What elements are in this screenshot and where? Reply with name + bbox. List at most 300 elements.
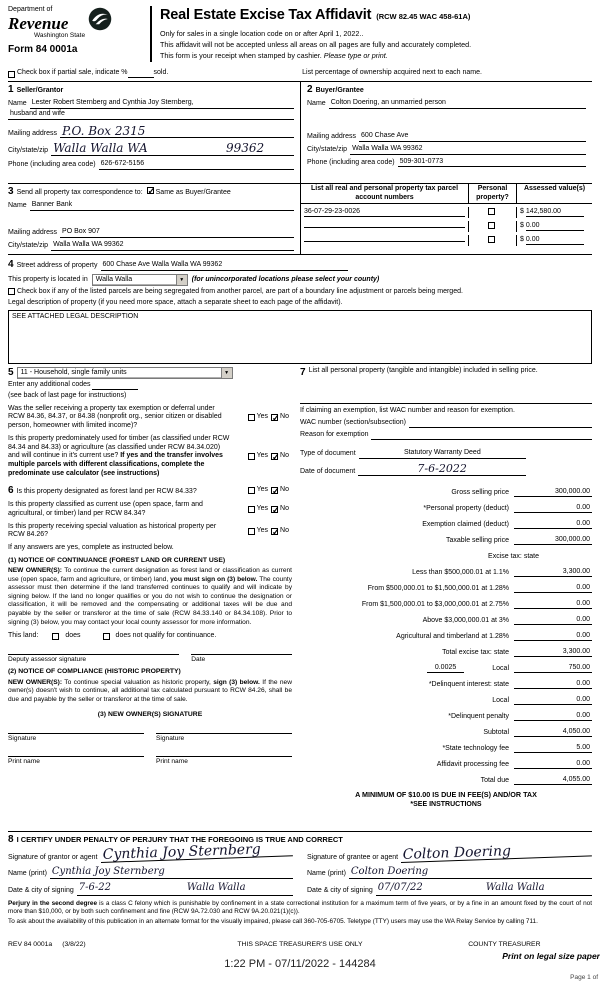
tax-value: 0.00 bbox=[514, 584, 592, 594]
exemption-yes-checkbox[interactable] bbox=[248, 414, 255, 421]
segregated-row bbox=[8, 288, 592, 297]
assessed-value-cell bbox=[516, 235, 592, 247]
seller-name-field bbox=[8, 99, 294, 109]
assessed-value: 0.00 bbox=[526, 222, 584, 232]
form-number: Form 84 0001a bbox=[8, 43, 78, 55]
timber-no-checkbox[interactable]: ✓ bbox=[272, 452, 280, 463]
personal-property-checkbox[interactable] bbox=[488, 208, 495, 215]
assessed-value: 0.00 bbox=[526, 236, 584, 246]
grantor-column bbox=[8, 841, 293, 896]
tax-value: 0.00 bbox=[514, 632, 592, 642]
tax-label: *Delinquent penalty bbox=[448, 712, 509, 720]
tax-line-technology-fee bbox=[300, 737, 592, 753]
dept-prefix: Department of bbox=[8, 6, 53, 13]
tax-value: 3,300.00 bbox=[514, 648, 592, 658]
section-7-number: 7 bbox=[300, 366, 306, 378]
does-checkbox[interactable] bbox=[52, 633, 59, 640]
buyer-city-field bbox=[307, 145, 586, 155]
tax-label: *State technology fee bbox=[442, 744, 509, 752]
tax-value: 0.00 bbox=[514, 680, 592, 690]
tax-value: 0.00 bbox=[514, 520, 592, 530]
tax-line-tier4 bbox=[300, 609, 592, 625]
street-address-label: Street address of property bbox=[16, 262, 98, 270]
section-6-number: 6 bbox=[8, 484, 14, 496]
question-current-use bbox=[8, 501, 292, 519]
tax-label: *Personal property (deduct) bbox=[423, 504, 509, 512]
parcel-row bbox=[301, 218, 592, 232]
tax-line-total-due bbox=[300, 769, 592, 785]
tax-label: Exemption claimed (deduct) bbox=[422, 520, 509, 528]
question-exemption-text: Was the seller receiving a property tax exemption or deferral under RCW 84.36, 84.37, or 84.38 (nonprofit org., senior citizen or disabled person, homeowner with limited income)? bbox=[8, 404, 222, 429]
parties-section bbox=[8, 82, 592, 184]
same-as-buyer-label: Same as Buyer/Grantee bbox=[155, 188, 231, 196]
header-note-2: This affidavit will not be accepted unless all areas on all pages are fully and accurately completed. bbox=[160, 40, 472, 50]
county-treasurer-label: COUNTY TREASURER bbox=[468, 940, 541, 948]
historical-yes-checkbox[interactable] bbox=[248, 528, 255, 535]
notice-1-body bbox=[8, 567, 292, 627]
personal-property-blank-area[interactable] bbox=[300, 379, 592, 404]
question-forest-body: Is this property designated as forest land per RCW 84.33? bbox=[16, 487, 197, 495]
exemption-reason-field bbox=[300, 431, 592, 440]
title-rcw: (RCW 82.45 WAC 458-61A) bbox=[376, 12, 471, 21]
footer bbox=[8, 900, 592, 949]
yes-label: Yes bbox=[256, 526, 269, 534]
personal-property-cell bbox=[468, 221, 516, 233]
this-land-row bbox=[8, 632, 292, 641]
question-forest bbox=[8, 485, 292, 498]
dropdown-arrow-icon: ▼ bbox=[176, 275, 187, 285]
personal-property-checkbox[interactable] bbox=[488, 236, 495, 243]
tax-value: 0.00 bbox=[514, 504, 592, 514]
seller-phone-field bbox=[8, 160, 294, 170]
parcel-row bbox=[301, 204, 592, 218]
tax-line-personal-deduct bbox=[300, 497, 592, 513]
additional-codes-label: Enter any additional codes bbox=[8, 381, 91, 388]
agency-logo-block bbox=[8, 6, 150, 62]
parcel-number-cell bbox=[301, 233, 468, 247]
header-note-3-text: This form is your receipt when stamped by cashier. bbox=[160, 51, 324, 61]
correspondence-mailing-label: Mailing address bbox=[8, 229, 58, 236]
dept-name: Revenue bbox=[8, 13, 69, 33]
personal-property-label: List all personal property (tangible and intangible) included in selling price. bbox=[308, 366, 538, 374]
section-1-number: 1 bbox=[8, 83, 14, 95]
perjury-paragraph bbox=[8, 900, 592, 917]
new-owner-print-name-line[interactable]: Print name bbox=[8, 756, 144, 766]
buyer-phone-value: 509-301-0773 bbox=[398, 158, 586, 168]
grantor-date-value: 7-6-22 bbox=[77, 882, 185, 896]
land-use-select-value: 11 - Household, single family units bbox=[20, 368, 127, 376]
question-forest-text bbox=[8, 485, 234, 498]
additional-codes-row bbox=[8, 381, 292, 390]
buyer-mailing-field bbox=[307, 132, 586, 142]
correspondence-name-field bbox=[8, 201, 294, 211]
buyer-name-value: Colton Doering, an unmarried person bbox=[329, 99, 586, 109]
notice-1-title: (1) NOTICE OF CONTINUANCE (FOREST LAND OR CURRENT USE) bbox=[8, 556, 226, 564]
wac-number-field bbox=[300, 419, 592, 428]
section-4-number: 4 bbox=[8, 258, 14, 270]
seller-phone-value: 626-672-5156 bbox=[99, 160, 294, 170]
buyer-phone-field bbox=[307, 158, 586, 168]
tax-value: 4,050.00 bbox=[514, 728, 592, 738]
certification-section bbox=[8, 831, 592, 896]
legal-description-text: SEE ATTACHED LEGAL DESCRIPTION bbox=[12, 312, 139, 320]
question-timber-text bbox=[8, 435, 234, 479]
tax-value: 750.00 bbox=[514, 664, 592, 674]
currency-symbol: $ bbox=[520, 207, 524, 215]
rev-date: (3/8/22) bbox=[62, 940, 86, 948]
notice-2-body bbox=[8, 679, 292, 705]
legal-description-box[interactable] bbox=[8, 310, 592, 364]
tax-line-gross bbox=[300, 481, 592, 497]
assessed-value: 142,580.00 bbox=[526, 208, 584, 218]
grantor-signature-label: Signature of grantor or agent bbox=[8, 853, 98, 861]
header-note-3 bbox=[160, 51, 592, 60]
tax-label: Gross selling price bbox=[451, 488, 509, 496]
question-forest-answer bbox=[234, 485, 292, 498]
seller-title-row bbox=[8, 84, 294, 97]
assessed-value-cell bbox=[516, 207, 592, 219]
correspondence-city-label: City/state/zip bbox=[8, 241, 49, 249]
grantee-signature-label: Signature of grantee or agent bbox=[307, 853, 399, 861]
does-not-label: does not qualify for continuance. bbox=[115, 632, 217, 640]
header-note-1: Only for sales in a single location code on or after April 1, 2022.. bbox=[160, 29, 364, 39]
tax-line-delinquent-interest-state bbox=[300, 673, 592, 689]
exemption-no-checkbox[interactable]: ✓ bbox=[272, 413, 280, 424]
no-label: No bbox=[280, 452, 289, 460]
logo-row bbox=[8, 6, 150, 40]
local-rate: 0.0025 bbox=[427, 664, 464, 674]
tax-label: Affidavit processing fee bbox=[436, 760, 509, 768]
correspondence-name-label: Name bbox=[8, 202, 27, 210]
tax-label: Subtotal bbox=[483, 728, 509, 736]
buyer-city-label: City/state/zip bbox=[307, 145, 348, 153]
timber-yes-checkbox[interactable] bbox=[248, 453, 255, 460]
wac-number-value[interactable] bbox=[409, 419, 592, 428]
buyer-mailing-value: 600 Chase Ave bbox=[359, 132, 586, 142]
same-as-buyer-checkbox[interactable]: ✓ bbox=[147, 185, 156, 196]
doc-date-label: Date of document bbox=[300, 467, 356, 475]
partial-sale-checkbox[interactable] bbox=[8, 71, 15, 78]
parcel-number bbox=[304, 220, 465, 228]
tax-value: 5.00 bbox=[514, 744, 592, 754]
parcel-table bbox=[300, 184, 592, 254]
new-owner-signature-line[interactable]: Signature bbox=[156, 733, 292, 743]
new-owner-print-name-line[interactable]: Print name bbox=[156, 756, 292, 766]
perjury-lead: Perjury in the second degree bbox=[8, 899, 98, 907]
dropdown-arrow-icon: ▼ bbox=[221, 368, 232, 378]
seller-city-value: Walla Walla WA bbox=[51, 142, 224, 156]
header bbox=[8, 6, 592, 62]
tax-label: *Delinquent interest: state bbox=[428, 680, 509, 688]
forest-yes-checkbox[interactable] bbox=[248, 487, 255, 494]
correspondence-mailing-field bbox=[8, 228, 294, 238]
correspondence-and-parcels bbox=[8, 184, 592, 255]
tax-line-local bbox=[300, 657, 592, 673]
page-title: Real Estate Excise Tax Affidavit bbox=[160, 7, 372, 23]
tax-line-exemption-deduct bbox=[300, 513, 592, 529]
grantee-name-field bbox=[307, 866, 592, 880]
seller-name-field-2 bbox=[8, 110, 294, 120]
question-historical-text: Is this property receiving special valuation as historical property per RCW 84.26? bbox=[8, 522, 217, 539]
tax-label: From $1,500,000.01 to $3,000,000.01 at 2.75% bbox=[361, 600, 509, 608]
grantor-name-field bbox=[8, 866, 293, 880]
grantor-signature-field bbox=[8, 841, 293, 863]
county-select-value: Walla Walla bbox=[95, 276, 133, 283]
notice-2-lead: NEW OWNER(S): bbox=[8, 678, 63, 686]
tax-line-subtotal bbox=[300, 721, 592, 737]
grantee-date-label: Date & city of signing bbox=[307, 886, 373, 894]
minimum-due-note: A MINIMUM OF $10.00 IS DUE IN FEE(S) AND/OR TAX bbox=[355, 790, 537, 800]
buyer-title: Buyer/Grantee bbox=[315, 86, 364, 94]
question-current-use-answer bbox=[234, 501, 292, 519]
street-address-value: 600 Chase Ave Walla Walla WA 99362 bbox=[101, 261, 349, 271]
grantor-city-value: Walla Walla bbox=[185, 882, 293, 896]
tax-label: Total excise tax: state bbox=[442, 648, 509, 656]
no-label: No bbox=[280, 486, 289, 494]
tax-line-excise-state bbox=[300, 545, 592, 561]
grantee-date-field bbox=[307, 882, 592, 896]
tax-label: Taxable selling price bbox=[445, 536, 509, 544]
dept-sub: Washington State bbox=[34, 31, 86, 39]
exemption-reason-label: Reason for exemption bbox=[300, 431, 369, 438]
seller-name-label: Name bbox=[8, 100, 27, 108]
tax-line-tier1 bbox=[300, 561, 592, 577]
personal-property-column-header: Personal property? bbox=[468, 184, 516, 204]
tax-line-tier3 bbox=[300, 593, 592, 609]
currency-symbol: $ bbox=[520, 235, 524, 243]
grantee-date-value: 07/07/22 bbox=[376, 882, 484, 896]
seller-city-field bbox=[8, 142, 294, 156]
grantee-name-value: Colton Doering bbox=[349, 866, 592, 880]
deputy-assessor-signature-line[interactable]: Deputy assessor signature bbox=[8, 654, 179, 664]
no-label: No bbox=[280, 413, 289, 421]
doc-date-value: 7-6-2022 bbox=[358, 462, 526, 477]
yes-label: Yes bbox=[256, 452, 269, 460]
question-current-use-text: Is this property classified as current use (open space, farm and agricultural, or timber) land per RCW 84.34? bbox=[8, 501, 203, 517]
section-2-number: 2 bbox=[307, 83, 313, 95]
parcel-number-cell bbox=[301, 219, 468, 233]
personal-property-cell bbox=[468, 207, 516, 219]
county-select[interactable] bbox=[92, 274, 188, 286]
personal-property-cell bbox=[468, 235, 516, 247]
parcel-number-cell bbox=[301, 207, 468, 219]
grantor-name-value: Cynthia Joy Sternberg bbox=[50, 866, 293, 880]
yes-label: Yes bbox=[256, 505, 269, 513]
buyer-name-field bbox=[307, 99, 586, 109]
header-note-3-italic: Please type or print. bbox=[323, 51, 388, 61]
see-instructions-note: *SEE INSTRUCTIONS bbox=[410, 801, 482, 809]
parcel-column-header: List all real and personal property tax parcel account numbers bbox=[310, 184, 459, 201]
seller-mailing-value: P.O. Box 2315 bbox=[60, 125, 294, 139]
assessed-value-column-header: Assessed value(s) bbox=[516, 184, 592, 204]
this-land-label: This land: bbox=[8, 632, 39, 640]
seller-zip-value: 99362 bbox=[224, 142, 294, 156]
right-column bbox=[300, 367, 592, 827]
grantee-signature[interactable]: Colton Doering bbox=[401, 842, 592, 862]
county-note: (for unincorporated locations please select your county) bbox=[191, 275, 380, 283]
section-5-number: 5 bbox=[8, 366, 14, 378]
tax-value: 0.00 bbox=[514, 760, 592, 770]
seller-mailing-field bbox=[8, 125, 294, 139]
seller-title: Seller/Grantor bbox=[16, 86, 64, 94]
notice-1-c: The county assessor must then determine if the land transferred continues to qualify and will indicate by signing below. If the land no longer qualifies or you do not wish to continue the designation or classification, it will be removed and the compensating or additional taxes will be due and payable by the seller or transferor at the time of sale (RCW 84.33.140 or 84.34.108). Prior to signing (3) below, you may contact your local county assessor for more information. bbox=[8, 575, 292, 626]
tax-value: 0.00 bbox=[514, 616, 592, 626]
partial-sale-row bbox=[8, 66, 592, 82]
partial-sale-label: Check box if partial sale, indicate % bbox=[17, 69, 128, 76]
sold-label: sold. bbox=[153, 69, 169, 76]
tax-value: 3,300.00 bbox=[514, 568, 592, 578]
tax-line-processing-fee bbox=[300, 753, 592, 769]
seller-name-line1: Lester Robert Sternberg and Cynthia Joy Sternberg, bbox=[30, 99, 294, 109]
buyer-phone-label: Phone (including area code) bbox=[307, 158, 395, 166]
seller-city-label: City/state/zip bbox=[8, 147, 49, 155]
page-number-note: Page 1 of bbox=[570, 973, 598, 981]
parcel-number bbox=[304, 234, 465, 242]
codes-note: (see back of last page for instructions) bbox=[8, 391, 127, 399]
does-label: does bbox=[65, 632, 81, 640]
new-owner-print-name-row bbox=[8, 756, 292, 766]
agency-name bbox=[8, 6, 85, 40]
exemption-reason-value[interactable] bbox=[371, 431, 592, 440]
title-line bbox=[160, 6, 592, 24]
exemption-label: If claiming an exemption, list WAC number and reason for exemption. bbox=[300, 407, 515, 414]
grantee-city-value: Walla Walla bbox=[484, 882, 592, 896]
deputy-date-line[interactable]: Date bbox=[191, 654, 292, 664]
question-exemption-answer bbox=[234, 405, 292, 431]
question-timber-body: Is this property predominately used for timber (as classified under RCW 84.34 and 84.33) or agriculture (as classified under RCW 84.34.020) and will continue in it's current use? bbox=[8, 434, 230, 460]
main-columns bbox=[8, 367, 592, 827]
segregated-checkbox[interactable] bbox=[8, 288, 15, 295]
notice-3-title: (3) NEW OWNER(S) SIGNATURE bbox=[97, 711, 203, 719]
grantee-name-label: Name (print) bbox=[307, 870, 346, 878]
partial-sale-percent-blank[interactable] bbox=[128, 70, 154, 78]
tax-line-delinquent-penalty bbox=[300, 705, 592, 721]
certify-statement: I CERTIFY UNDER PENALTY OF PERJURY THAT THE FOREGOING IS TRUE AND CORRECT bbox=[16, 835, 343, 845]
grantee-signature-field bbox=[307, 843, 592, 863]
land-use-row bbox=[8, 367, 292, 380]
notice-2-c: If the new owner(s) doesn't wish to continue, all additional tax calculated pursuant to RCW 84.26, shall be due and payable by the seller or transferor at the time of sale. bbox=[8, 678, 292, 703]
forest-no-checkbox[interactable]: ✓ bbox=[272, 486, 280, 497]
title-block bbox=[150, 6, 592, 62]
tax-label: Excise tax: state bbox=[488, 552, 539, 560]
tax-label: Less than $500,000.01 at 1.1% bbox=[412, 568, 509, 576]
section-8-number: 8 bbox=[8, 833, 14, 845]
question-exemption bbox=[8, 405, 292, 431]
tax-label: Local bbox=[492, 696, 509, 704]
does-not-checkbox[interactable] bbox=[103, 633, 110, 640]
seller-phone-label: Phone (including area code) bbox=[8, 160, 96, 168]
no-label: No bbox=[280, 526, 289, 534]
additional-codes-blank[interactable] bbox=[92, 382, 138, 390]
buyer-spacer bbox=[307, 109, 586, 129]
grantor-date-field bbox=[8, 882, 293, 896]
parcel-row bbox=[301, 232, 592, 246]
question-timber-answer bbox=[234, 435, 292, 479]
left-column bbox=[8, 367, 300, 827]
correspondence-intro: Send all property tax correspondence to: bbox=[16, 188, 143, 196]
deputy-assessor-row bbox=[8, 654, 292, 664]
partial-sale-left bbox=[8, 69, 294, 78]
correspondence-city-field bbox=[8, 241, 294, 251]
tax-line-delinquent-interest-local bbox=[300, 689, 592, 705]
tax-label: Total due bbox=[480, 776, 509, 784]
rev-code: REV 84 0001a bbox=[8, 940, 53, 948]
grantor-signature[interactable]: Cynthia Joy Sternberg bbox=[100, 842, 293, 862]
if-yes-note: If any answers are yes, complete as instructed below. bbox=[8, 544, 174, 551]
land-use-select[interactable] bbox=[17, 367, 233, 379]
notice-2-b: sign (3) below. bbox=[213, 678, 260, 686]
doc-date-field bbox=[300, 462, 526, 477]
assessed-value-cell bbox=[516, 221, 592, 233]
segregated-label: Check box if any of the listed parcels are being segregated from another parcel, are part of a boundary line adjustment or parcels being merged. bbox=[17, 288, 463, 295]
doc-type-field bbox=[300, 449, 526, 459]
parcel-number: 36-07-29-23-0026 bbox=[304, 208, 465, 218]
personal-property-checkbox[interactable] bbox=[488, 222, 495, 229]
print-size-note: Print on legal size paper bbox=[502, 951, 600, 962]
alternate-format-paragraph: To ask about the availability of this publication in an alternate format for the visually impaired, please call 360-705-6705. Teletype (TTY) users may use the WA Relay Service by calling 711. bbox=[8, 918, 538, 926]
new-owner-signature-line[interactable]: Signature bbox=[8, 733, 144, 743]
legal-description-label-row bbox=[8, 299, 592, 308]
buyer-title-row bbox=[307, 84, 586, 97]
grantor-name-label: Name (print) bbox=[8, 870, 47, 878]
yes-label: Yes bbox=[256, 486, 269, 494]
tax-line-tier2 bbox=[300, 577, 592, 593]
personal-property-row bbox=[300, 367, 592, 380]
revenue-logo-icon bbox=[87, 6, 113, 32]
treasurer-space-label: THIS SPACE TREASURER'S USE ONLY bbox=[237, 940, 363, 948]
located-label: This property is located in bbox=[8, 275, 88, 283]
current-use-yes-checkbox[interactable] bbox=[248, 506, 255, 513]
buyer-mailing-label: Mailing address bbox=[307, 133, 357, 140]
section-3-number: 3 bbox=[8, 185, 14, 197]
tax-line-total-state bbox=[300, 641, 592, 657]
notice-1-b: you must sign on (3) below. bbox=[170, 575, 258, 583]
notice-1-a: To continue the current designation as forest land or classification as current use (open space, farm and agriculture, or timber) land, bbox=[8, 567, 292, 583]
perjury-body: is a class C felony which is punishable by confinement in a state correctional institution for a maximum term of five years, or by a fine in an amount fixed by the court of not more than $10,000, or by both such confinement and fine (RCW 9A.72.030 and RCW 9A.20.021(1)(c)). bbox=[8, 899, 592, 915]
notice-1-lead: NEW OWNER(S): bbox=[8, 567, 62, 575]
print-timestamp: 1:22 PM - 07/11/2022 - 144284 bbox=[224, 958, 376, 971]
tax-label: From $500,000.01 to $1,500,000.01 at 1.28% bbox=[367, 584, 509, 592]
tax-value: 0.00 bbox=[514, 696, 592, 706]
question-historical bbox=[8, 523, 292, 541]
legal-description-label: Legal description of property (if you need more space, attach a separate sheet to each page of the affidavit). bbox=[8, 298, 343, 306]
doc-type-value: Statutory Warranty Deed bbox=[359, 449, 526, 459]
rev-code-block bbox=[8, 941, 183, 949]
street-address-row bbox=[8, 259, 592, 272]
tax-value: 0.00 bbox=[514, 600, 592, 610]
parcel-table-header bbox=[301, 184, 592, 205]
historical-no-checkbox[interactable]: ✓ bbox=[272, 526, 280, 537]
tax-value: 300,000.00 bbox=[514, 536, 592, 546]
tax-label: Agricultural and timberland at 1.28% bbox=[396, 632, 509, 640]
tax-line-taxable bbox=[300, 529, 592, 545]
correspondence-mailing-value: PO Box 907 bbox=[60, 228, 294, 238]
doc-type-label: Type of document bbox=[300, 449, 356, 457]
grantee-column bbox=[307, 843, 592, 896]
signatures-grid bbox=[8, 841, 592, 896]
seller-name-line2: husband and wife bbox=[8, 110, 294, 120]
tax-value: 300,000.00 bbox=[514, 488, 592, 498]
no-label: No bbox=[280, 505, 289, 513]
correspondence-title-row bbox=[8, 186, 294, 199]
tax-value bbox=[544, 552, 592, 561]
current-use-no-checkbox[interactable]: ✓ bbox=[272, 505, 280, 516]
correspondence-section bbox=[8, 184, 300, 254]
seller-section bbox=[8, 82, 300, 183]
treasurer-row bbox=[8, 941, 592, 949]
buyer-section bbox=[300, 82, 592, 183]
tax-value: 4,055.00 bbox=[514, 776, 592, 786]
